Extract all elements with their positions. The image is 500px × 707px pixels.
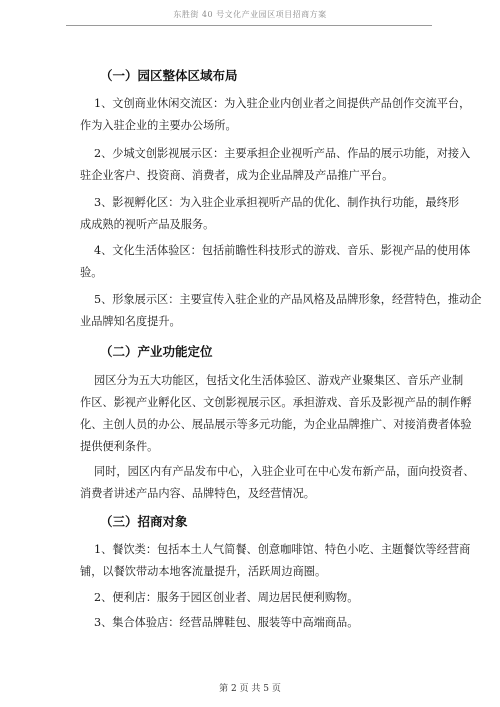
text-line: 作为入驻企业的主要办公场所。	[80, 119, 237, 132]
paragraph-function-1	[80, 370, 472, 458]
paragraph-layout-5	[80, 289, 482, 333]
paragraph-layout-1	[80, 93, 471, 137]
text-line: 园区分为五大功能区，包括文化生活体验区、游戏产业聚集区、音乐产业制	[94, 374, 464, 387]
text-line: 消费者讲述产品内容、品牌特色，及经营情况。	[80, 487, 315, 500]
text-line: 验。	[80, 266, 103, 279]
text-line: 3、集合体验店：经营品牌鞋包、服装等中高端商品。	[94, 616, 359, 629]
page-header: 东胜街 40 号文化产业园区项目招商方案	[173, 10, 327, 19]
text-line: 同时，园区内有产品发布中心，入驻企业可在中心发布新产品，面向投资者、	[94, 465, 475, 478]
text-line: 成成熟的视听产品及服务。	[80, 218, 215, 231]
text-line: 作区、影视产业孵化区、文创影视展示区。承担游戏、音乐及影视产品的制作孵	[80, 396, 472, 409]
text-line: 2、便利店：服务于园区创业者、周边居民便利购物。	[94, 591, 359, 604]
paragraph-layout-3	[80, 192, 460, 236]
text-line: 提供便利条件。	[80, 440, 159, 453]
text-line: 化、主创人员的办公、展品展示等多元功能，为企业品牌推广、对接消费者体验	[80, 418, 472, 431]
text-line: 驻企业客户、投资商、消费者，成为企业品牌及产品推广平台。	[80, 169, 394, 182]
section-heading-targets: （三）招商对象	[100, 514, 188, 529]
text-line: 1、餐饮类：包括本土人气简餐、创意咖啡馆、特色小吃、主题餐饮等经营商	[94, 543, 471, 556]
text-line: 5、形象展示区：主要宣传入驻企业的产品风格及品牌形象，经营特色，推动企	[94, 293, 482, 306]
section-heading-function: （二）产业功能定位	[100, 344, 213, 359]
text-line: 铺，以餐饮带动本地客流量提升，活跃周边商圈。	[80, 565, 327, 578]
paragraph-targets-3	[80, 612, 435, 634]
text-line: 4、文化生活体验区：包括前瞻性科技形式的游戏、音乐、影视产品的使用体	[94, 244, 471, 257]
text-line: 2、少城文创影视展示区：主要承担企业视听产品、作品的展示功能，对接入	[94, 147, 471, 160]
text-line: 业品牌知名度提升。	[80, 315, 181, 328]
paragraph-targets-2	[80, 587, 435, 609]
paragraph-targets-1	[80, 539, 471, 583]
header-divider	[66, 25, 432, 26]
paragraph-function-2	[80, 461, 475, 505]
paragraph-layout-4	[80, 240, 471, 284]
section-heading-layout: （一）园区整体区域布局	[100, 68, 238, 83]
text-line: 1、文创商业休闲交流区：为入驻企业内创业者之间提供产品创作交流平台，	[94, 97, 471, 110]
paragraph-layout-2	[80, 143, 471, 187]
page-number-footer: 第 2 页 共 5 页	[219, 684, 281, 694]
text-line: 3、影视孵化区：为入驻企业承担视听产品的优化、制作执行功能，最终形	[94, 196, 460, 209]
